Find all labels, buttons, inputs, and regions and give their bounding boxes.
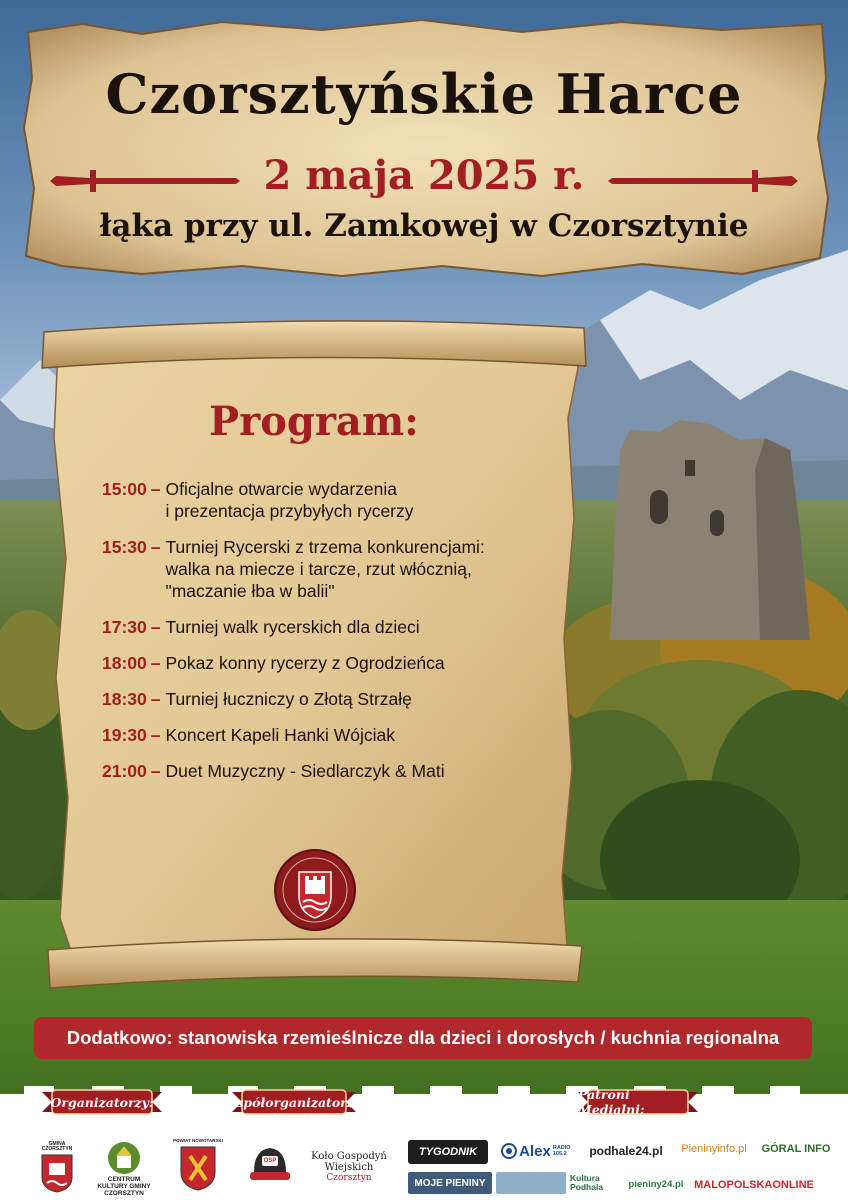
- kgw-czorsztyn-logo: [304, 1140, 394, 1194]
- crest-seal-icon: [273, 848, 357, 932]
- program-item-time: 17:30: [102, 617, 147, 637]
- program-item: [102, 688, 572, 710]
- program-item: [102, 652, 572, 674]
- program-item-time: 18:00: [102, 653, 147, 673]
- tygodnik-logo: TYGODNIK: [408, 1140, 488, 1164]
- pieniny24-logo: pieniny24.pl: [628, 1178, 684, 1190]
- gmina-czorsztyn-logo: [36, 1136, 78, 1198]
- program-item-text: Turniej walk rycerskich dla dzieci: [165, 617, 420, 637]
- centrum-kultury-icon: [102, 1140, 146, 1176]
- alex-label: Alex: [519, 1142, 551, 1160]
- gmina-label: GMINA CZORSZTYN: [41, 1140, 73, 1152]
- program-item-time: 15:00: [102, 479, 147, 499]
- program-item-dash: –: [150, 537, 161, 557]
- pieninyinfo-logo: Pieninyinfo.pl: [681, 1143, 747, 1155]
- event-title: Czorsztyńskie Harce: [105, 62, 743, 126]
- kgw-line3: Czorsztyn: [326, 1173, 372, 1183]
- program-item-dash: –: [150, 479, 161, 499]
- event-location: łąka przy ul. Zamkowej w Czorsztynie: [99, 208, 749, 244]
- coorganizers-label-box: [222, 1088, 366, 1116]
- sword-right-icon: [608, 166, 798, 196]
- program-item-time: 21:00: [102, 761, 147, 781]
- osp-label: OSP: [263, 1158, 277, 1164]
- program-item: [102, 760, 572, 782]
- program-item-time: 15:30: [102, 537, 147, 557]
- osp-logo: [246, 1138, 294, 1194]
- program-item: [102, 724, 572, 746]
- kgw-line1: Koło Gospodyń: [311, 1151, 387, 1162]
- castle-ruin-illustration: [590, 410, 848, 640]
- event-date: 2 maja 2025 r.: [263, 152, 585, 199]
- program-item-text: Koncert Kapeli Hanki Wójciak: [165, 725, 396, 745]
- program-item: [102, 536, 572, 602]
- alex-radio-label: RADIO 105.2: [552, 1145, 571, 1157]
- program-item-text: Turniej łuczniczy o Złotą Strzałę: [165, 689, 412, 709]
- centrum-kultury-label: CENTRUM KULTURY GMINY CZORSZTYN: [97, 1175, 151, 1197]
- program-list: [102, 478, 572, 782]
- program-item-text: Turniej Rycerski z trzema konkurencjami: walka na miecze i tarcze, rzut włócznią, "maczanie łba w balii": [165, 537, 485, 601]
- media-label-box: [578, 1088, 698, 1116]
- kultura-podhala-logo: Kultura Podhala: [570, 1173, 604, 1192]
- program-item-dash: –: [150, 725, 161, 745]
- program-item-dash: –: [150, 689, 161, 709]
- program-item-time: 19:30: [102, 725, 147, 745]
- program-item-text: Oficjalne otwarcie wydarzenia i prezentacja przybyłych rycerzy: [165, 479, 414, 521]
- malopolskaonline-logo: MALOPOLSKAONLINE: [694, 1179, 814, 1191]
- program-item-dash: –: [150, 653, 161, 673]
- organizers-label-box: [42, 1088, 162, 1116]
- program-item-dash: –: [150, 761, 161, 781]
- media-label: Patroni Medialni:: [578, 1087, 645, 1117]
- coorganizers-label: Współorganizatorzy:: [222, 1094, 366, 1110]
- goral-info-logo: GÓRAL INFO: [761, 1143, 831, 1155]
- program-item-text: Pokaz konny rycerzy z Ogrodzieńca: [165, 653, 445, 673]
- powiat-nowotarski-logo: [170, 1132, 226, 1196]
- powiat-label: POWIAT NOWOTARSKI: [173, 1137, 223, 1143]
- program-item-time: 18:30: [102, 689, 147, 709]
- alex-radio-logo: [496, 1138, 578, 1164]
- additional-info-banner: Dodatkowo: stanowiska rzemieślnicze dla dzieci i dorosłych / kuchnia regionalna: [34, 1017, 812, 1059]
- program-item: [102, 616, 572, 638]
- kgw-line2: Wiejskich: [324, 1162, 374, 1173]
- program-item-text: Duet Muzyczny - Siedlarczyk & Mati: [165, 761, 445, 781]
- program-item: [102, 478, 572, 522]
- moje-pieniny-logo: MOJE PIENINY: [408, 1172, 492, 1194]
- footer-sponsors: [0, 1080, 848, 1200]
- gmina-crest-icon: [40, 1153, 74, 1193]
- alex-radio-icon: [501, 1143, 517, 1159]
- podhale24-logo: podhale24.pl: [589, 1144, 663, 1158]
- program-heading: Program:: [209, 398, 419, 445]
- centrum-kultury-logo: [96, 1138, 152, 1198]
- program-item-dash: –: [150, 617, 161, 637]
- date-row: [0, 152, 848, 208]
- powiat-crest-icon: [178, 1144, 218, 1192]
- starostwo-photo-logo: [496, 1172, 566, 1194]
- organizers-label: Organizatorzy:: [50, 1094, 154, 1110]
- osp-helmet-icon: [248, 1142, 292, 1190]
